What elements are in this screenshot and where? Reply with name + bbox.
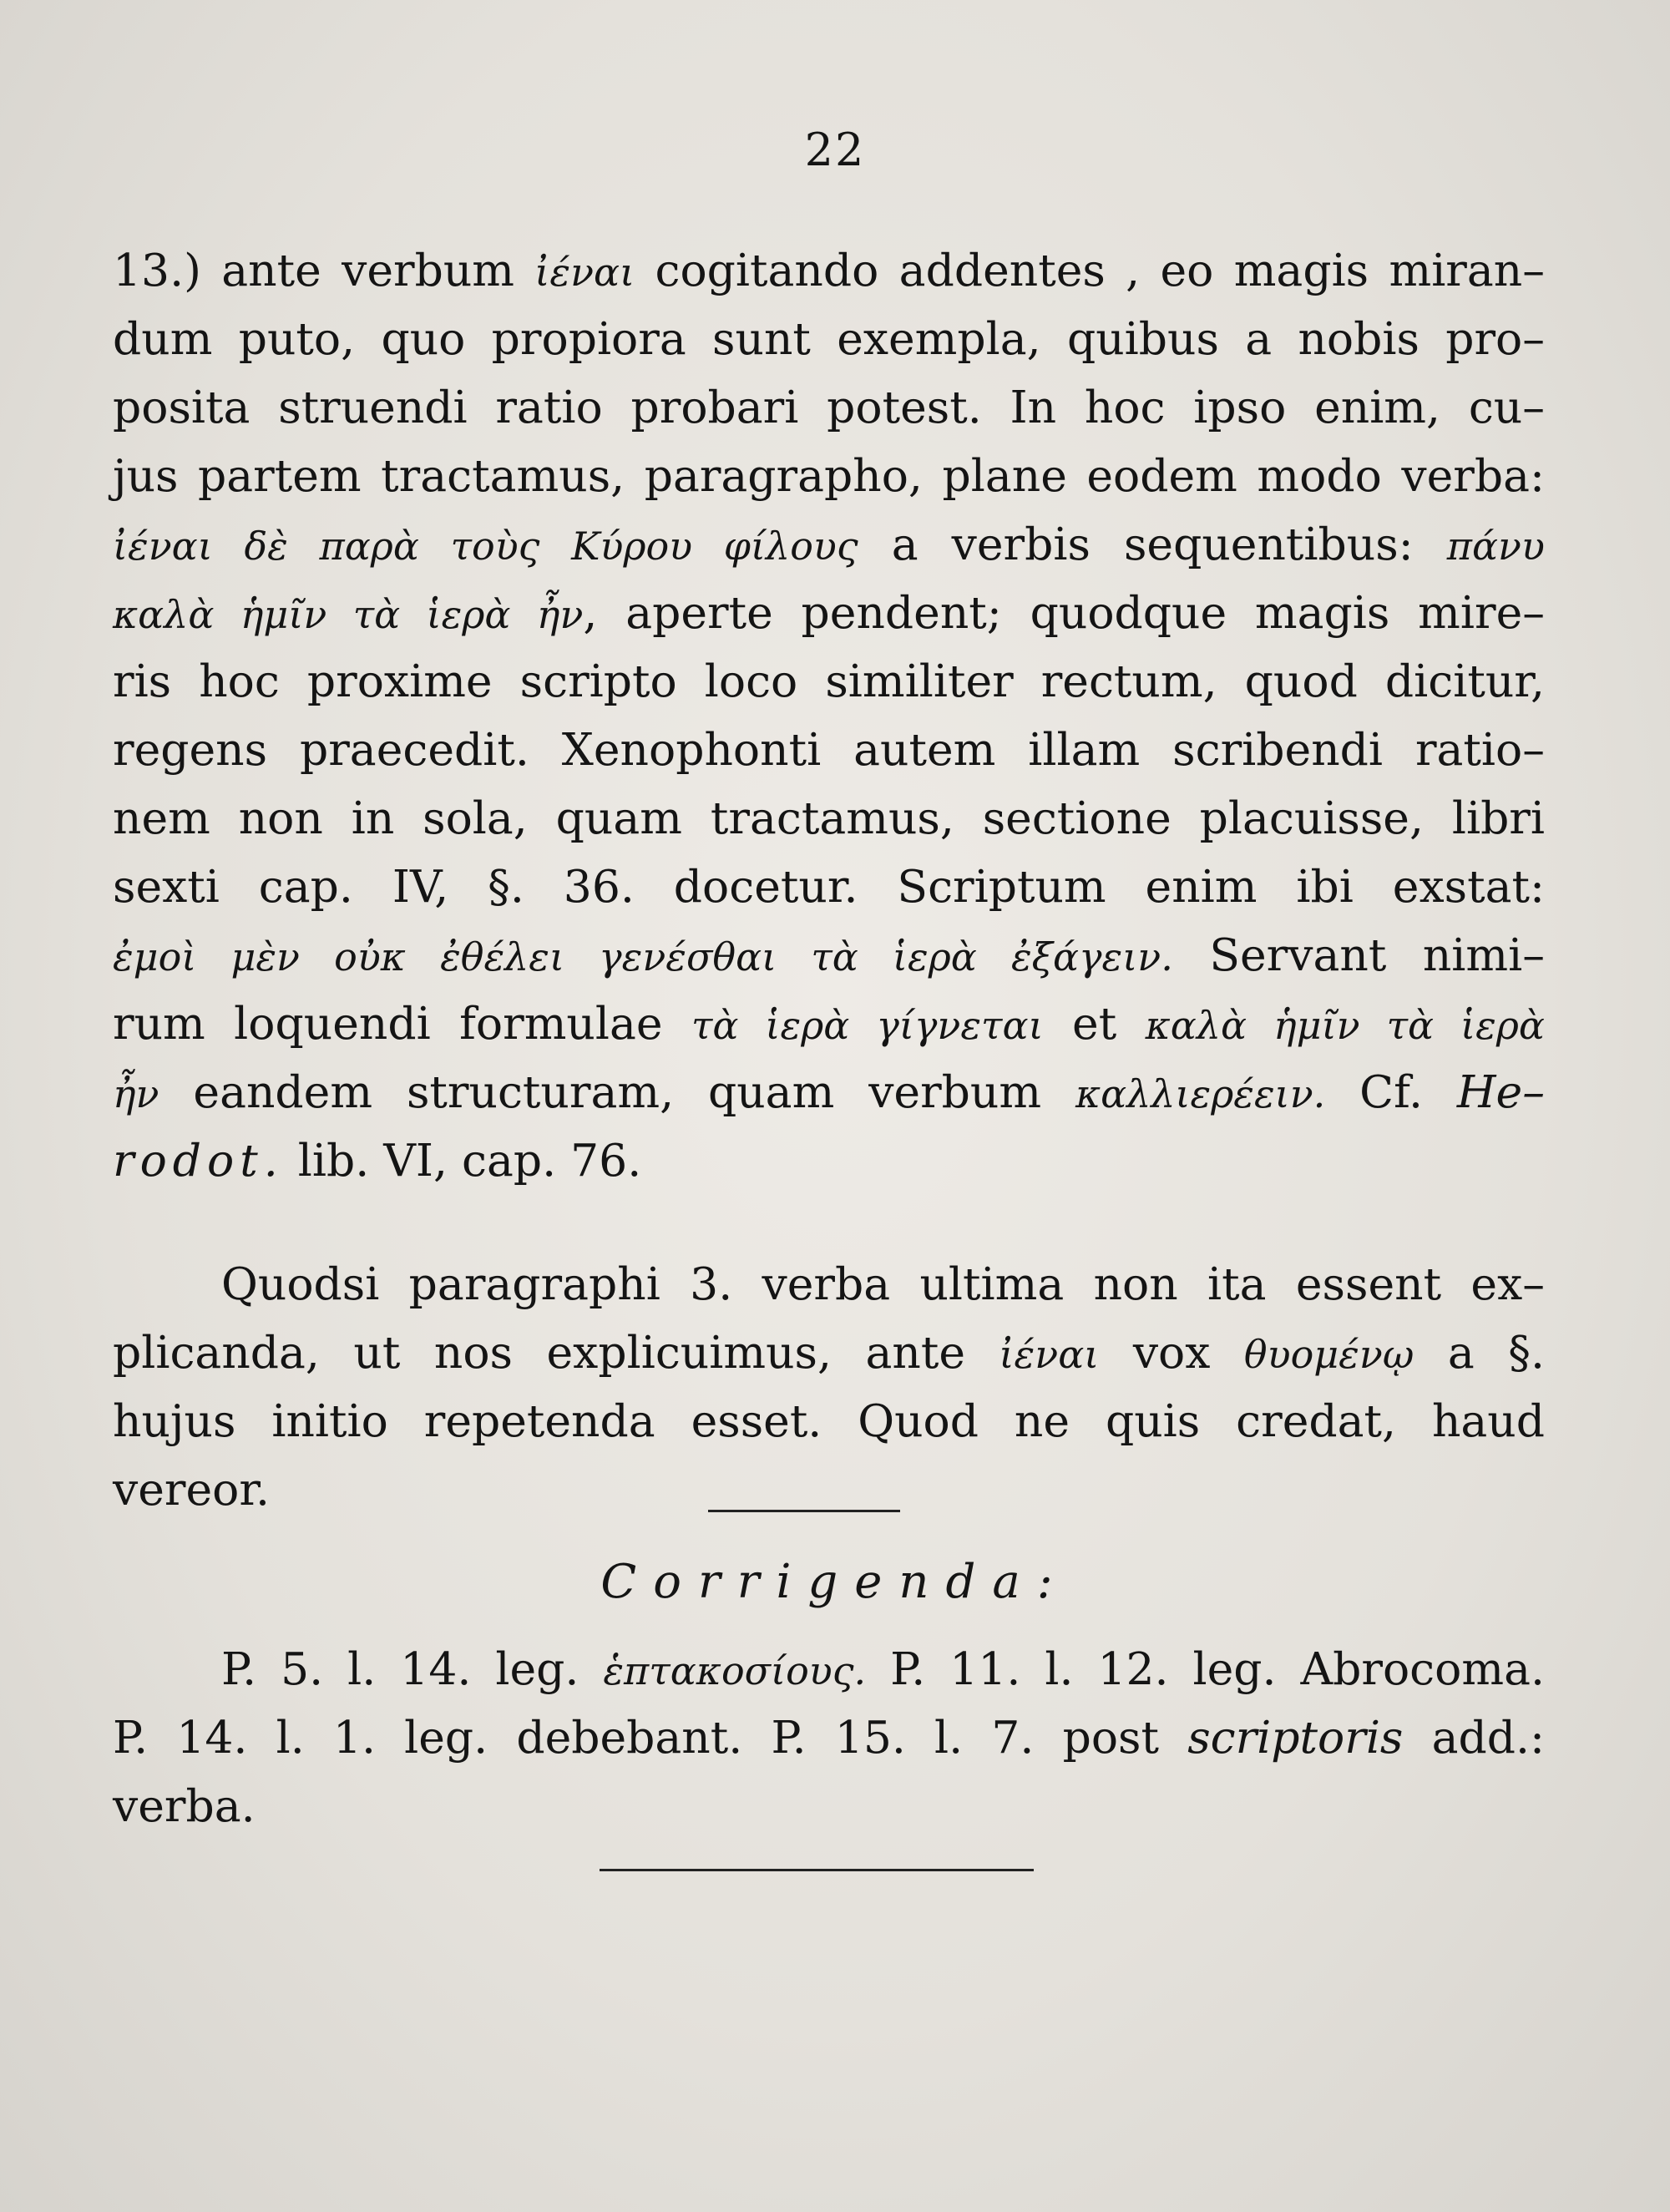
section-divider [708, 1510, 900, 1512]
greek-quote: καλὰ ἡμῖν τὰ ἱερὰ ἦν [113, 592, 584, 637]
text-line [113, 1319, 1545, 1387]
greek-quote: ἰέναι [999, 1332, 1100, 1377]
text-segment: regens praecedit. Xenophonti autem illam scribendi ratio– [113, 723, 1545, 776]
corrigenda-heading: Corrigenda: [600, 1555, 1070, 1609]
text-line [113, 921, 1545, 990]
text-segment: rum loquendi formulae [113, 997, 691, 1050]
text-segment: jus partem tractamus, paragrapho, plane eodem modo verba: [113, 449, 1545, 502]
text-line [113, 442, 1545, 510]
greek-quote: ἑπτακοσίους. [603, 1648, 867, 1693]
greek-quote: θυομένῳ [1243, 1332, 1414, 1377]
text-line [113, 853, 1545, 921]
text-segment: P. 5. l. 14. leg. [221, 1643, 604, 1695]
paragraph-1 [113, 236, 1545, 1195]
text-line [113, 510, 1545, 579]
text-line [113, 1387, 1545, 1455]
greek-quote: ἰέναι [534, 250, 635, 295]
text-line [113, 716, 1545, 784]
text-line [113, 236, 1545, 305]
text-segment: P. 14. l. 1. leg. debebant. P. 15. l. 7. post [113, 1711, 1188, 1764]
text-segment: a verbis sequentibus: [858, 518, 1447, 570]
text-segment: add.: [1403, 1711, 1545, 1764]
text-line [113, 990, 1545, 1058]
text-segment: rodot. [113, 1134, 284, 1187]
page-number: 22 [804, 124, 866, 176]
greek-quote: ἐμοὶ μὲν οὐκ ἐθέλει γενέσθαι τὰ ἱερὰ ἐξάγειν. [113, 934, 1173, 979]
text-line [113, 1635, 1545, 1703]
text-line [113, 1126, 1545, 1195]
text-segment: a §. [1414, 1326, 1545, 1379]
text-segment: vereor. [113, 1463, 271, 1516]
text-line [113, 784, 1545, 853]
text-line [113, 373, 1545, 442]
greek-quote: ἰέναι δὲ παρὰ τοὺς Κύρου φίλους [113, 524, 858, 569]
greek-quote: καλλιερέειν. [1075, 1071, 1326, 1116]
text-segment: sexti cap. IV, §. 36. docetur. Scriptum enim ibi exstat: [113, 860, 1545, 913]
text-segment: lib. VI, cap. 76. [283, 1134, 642, 1187]
text-segment: ris hoc proxime scripto loco similiter rectum, quod dicitur, [113, 655, 1545, 707]
text-segment: Cf. [1325, 1066, 1457, 1118]
greek-quote: τὰ ἱερὰ γίγνεται [691, 1003, 1044, 1048]
text-segment: dum puto, quo propiora sunt exempla, quibus a nobis pro– [113, 312, 1545, 365]
text-segment: Servant nimi– [1172, 929, 1545, 981]
greek-quote: καλὰ ἡμῖν τὰ ἱερὰ [1145, 1003, 1545, 1048]
text-segment: Quodsi paragraphi 3. verba ultima non ita essent ex– [221, 1258, 1545, 1310]
text-line [113, 1703, 1545, 1772]
text-segment: vox [1099, 1326, 1244, 1379]
text-segment: verba. [113, 1779, 256, 1832]
text-line [113, 1250, 1545, 1319]
text-line [113, 1772, 1545, 1840]
text-segment: 13.) ante verbum [113, 244, 535, 296]
text-segment: scriptoris [1187, 1711, 1404, 1764]
end-rule [600, 1869, 1034, 1871]
text-segment: et [1043, 997, 1146, 1050]
text-line [113, 1455, 1545, 1524]
text-segment: hujus initio repetenda esset. Quod ne quis credat, haud [113, 1395, 1545, 1447]
text-line [113, 579, 1545, 647]
greek-quote: πάνυ [1446, 524, 1545, 569]
text-segment: eandem structuram, quam verbum [159, 1066, 1075, 1118]
corrigenda-list [113, 1635, 1545, 1840]
text-segment: plicanda, ut nos explicuimus, ante [113, 1326, 999, 1379]
text-line [113, 647, 1545, 716]
text-line [113, 1058, 1545, 1126]
text-segment: posita struendi ratio probari potest. In hoc ipso enim, cu– [113, 381, 1545, 433]
text-segment: cogitando addentes , eo magis miran– [635, 244, 1545, 296]
paragraph-2 [113, 1250, 1545, 1524]
text-line [113, 305, 1545, 373]
text-segment: , aperte pendent; quodque magis mire– [583, 586, 1545, 639]
text-segment: P. 11. l. 12. leg. Abrocoma. [866, 1643, 1545, 1695]
text-segment: nem non in sola, quam tractamus, sectione placuisse, libri [113, 792, 1545, 844]
text-segment: He– [1456, 1066, 1545, 1118]
greek-quote: ἦν [113, 1071, 159, 1116]
